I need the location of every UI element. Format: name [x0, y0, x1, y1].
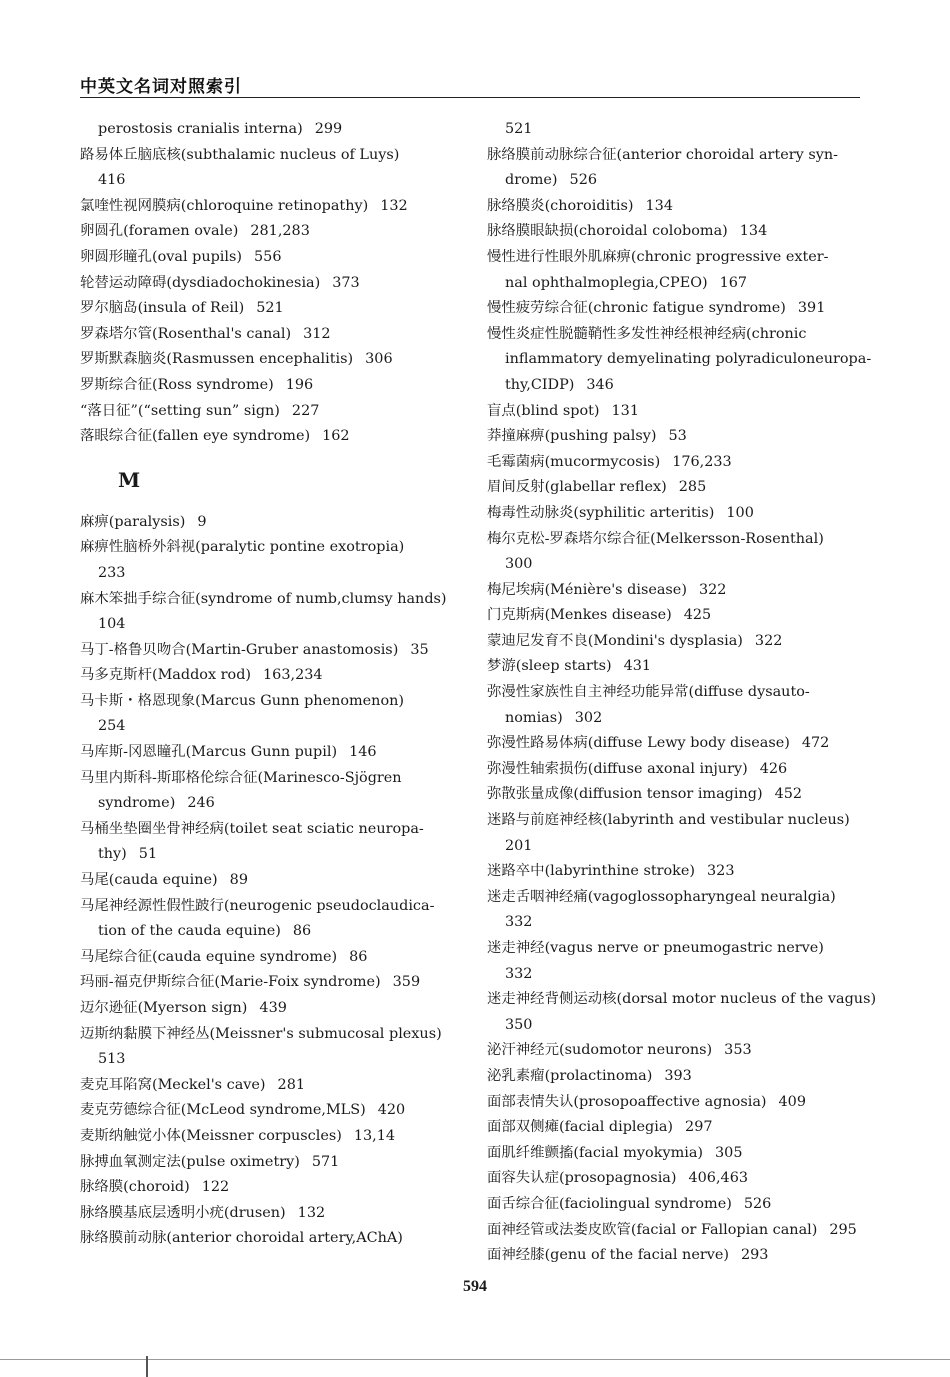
entry-term: “落日征”(“setting sun” sign)	[80, 402, 280, 419]
entry-term: 迷走舌咽神经痛(vagoglossopharyngeal neuralgia)	[487, 888, 836, 905]
entry-term: thy,CIDP)	[505, 376, 575, 393]
entry-page-ref: 86	[292, 923, 312, 940]
entry-term: 面神经膝(genu of the facial nerve)	[487, 1247, 729, 1264]
index-entry	[80, 143, 475, 194]
entry-page-ref: 167	[719, 274, 748, 291]
entry-page-ref: 322	[754, 632, 783, 649]
entry-page-ref: 246	[187, 795, 215, 812]
index-entry	[487, 1243, 867, 1269]
entry-term: 迷走神经背侧运动核(dorsal motor nucleus of the vagus)	[487, 991, 877, 1008]
entry-page-ref: 302	[574, 709, 603, 726]
entry-page-ref: 359	[392, 974, 421, 991]
index-entry	[80, 740, 475, 766]
entry-page-ref: 409	[778, 1093, 806, 1110]
page-number: 594	[463, 1278, 487, 1295]
index-entry	[80, 373, 475, 399]
entry-term: 麦克劳德综合征(McLeod syndrome,MLS)	[80, 1102, 366, 1119]
entry-term: nomias)	[505, 709, 563, 726]
entry-term: 面部表情失认(prosopoaffective agnosia)	[487, 1093, 767, 1110]
entry-term: 罗尔脑岛(insula of Reil)	[80, 300, 245, 317]
index-entry	[487, 143, 867, 194]
entry-term: 泌汗神经元(sudomotor neurons)	[487, 1042, 713, 1059]
entry-page-ref: 132	[380, 197, 408, 214]
entry-page-ref: 439	[259, 1000, 287, 1016]
index-entry	[80, 587, 475, 638]
entry-term: 脉络膜炎(choroiditis)	[487, 197, 634, 214]
index-entry	[487, 629, 867, 655]
entry-term: 马尾综合征(cauda equine syndrome)	[80, 948, 338, 965]
index-entry	[487, 424, 867, 450]
entry-page-ref: 322	[698, 581, 727, 598]
entry-page-ref: 513	[98, 1051, 126, 1068]
entry-term: 麻痹性脑桥外斜视(paralytic pontine exotropia)	[80, 539, 405, 556]
entry-page-ref: 431	[623, 658, 652, 675]
entry-page-ref: 571	[311, 1153, 340, 1170]
index-entry	[80, 1073, 475, 1099]
index-entry	[80, 1022, 475, 1073]
entry-page-ref: 299	[314, 121, 343, 137]
entry-term: 罗斯综合征(Ross syndrome)	[80, 376, 274, 393]
index-entry	[487, 1166, 867, 1192]
index-entry	[487, 782, 867, 808]
index-entry	[80, 245, 475, 271]
entry-page-ref: 285	[678, 479, 707, 496]
index-entry	[487, 1192, 867, 1218]
entry-page-ref: 132	[297, 1204, 326, 1221]
entry-term: 马丁-格鲁贝吻合(Martin-Gruber anastomosis)	[80, 641, 399, 658]
entry-term: 马库斯-冈恩瞳孔(Marcus Gunn pupil)	[80, 744, 338, 761]
entry-term: 罗森塔尔管(Rosenthal's canal)	[80, 325, 292, 342]
entry-term: 罗斯默森脑炎(Rasmussen encephalitis)	[80, 351, 354, 368]
entry-page-ref: 312	[303, 325, 331, 342]
entry-term: 眉间反射(glabellar reflex)	[487, 479, 667, 496]
index-entry	[80, 638, 475, 664]
entry-term: 面容失认症(prosopagnosia)	[487, 1170, 677, 1187]
entry-term: 脉络膜基底层透明小疣(drusen)	[80, 1204, 286, 1221]
entry-term: 麦斯纳触觉小体(Meissner corpuscles)	[80, 1127, 342, 1144]
entry-page-ref: 426	[759, 760, 788, 777]
running-header	[80, 70, 860, 98]
entry-page-ref: 526	[569, 172, 598, 189]
entry-term: tion of the cauda equine)	[98, 923, 281, 940]
entry-page-ref: 86	[349, 948, 368, 965]
entry-page-ref: 521	[505, 121, 533, 137]
index-entry	[80, 945, 475, 971]
entry-term: 慢性炎症性脱髓鞘性多发性神经根神经病(chronic	[487, 325, 807, 342]
entry-page-ref: 51	[138, 846, 158, 863]
index-column-left	[80, 117, 475, 1252]
index-entry	[80, 1098, 475, 1124]
entry-term: 梅尔克松-罗森塔尔综合征(Melkersson-Rosenthal)	[487, 530, 824, 547]
index-entry	[80, 322, 475, 348]
entry-page-ref: 556	[254, 248, 282, 265]
entry-page-ref: 297	[685, 1119, 713, 1136]
entry-term: 面肌纤维颤搐(facial myokymia)	[487, 1144, 704, 1161]
entry-term: thy)	[98, 846, 127, 863]
entry-page-ref: 233	[98, 564, 126, 581]
entry-page-ref: 163,234	[263, 667, 323, 684]
index-entry	[80, 1226, 475, 1252]
entry-term: 脉搏血氧测定法(pulse oximetry)	[80, 1153, 300, 1170]
entry-term: 面部双侧瘫(facial diplegia)	[487, 1119, 674, 1136]
entry-term: 脉络膜眼缺损(choroidal coloboma)	[487, 223, 728, 240]
entry-term: 轮替运动障碍(dysdiadochokinesia)	[80, 274, 321, 291]
entry-page-ref: 122	[201, 1179, 230, 1196]
entry-page-ref: 406,463	[688, 1170, 749, 1187]
entry-term: 脉络膜(choroid)	[80, 1179, 190, 1196]
header-title: 中英文名词对照索引	[80, 77, 242, 97]
entry-term: 莽撞麻痹(pushing palsy)	[487, 428, 657, 445]
index-entry	[487, 1090, 867, 1116]
entry-term: 卵圆孔(foramen ovale)	[80, 223, 239, 240]
index-entry	[487, 194, 867, 220]
entry-term: 弥漫性家族性自主神经功能异常(diffuse dysauto-	[487, 684, 810, 701]
index-entry	[487, 885, 867, 936]
index-entry	[487, 117, 867, 143]
entry-term: 落眼综合征(fallen eye syndrome)	[80, 428, 311, 445]
index-entry	[80, 510, 475, 536]
index-entry	[487, 757, 867, 783]
entry-term: nal ophthalmoplegia,CPEO)	[505, 274, 708, 291]
entry-term: 麦克耳陷窝(Meckel's cave)	[80, 1076, 266, 1093]
entry-page-ref: 323	[707, 863, 735, 880]
entry-term: 马多克斯杆(Maddox rod)	[80, 667, 252, 684]
index-entry	[487, 654, 867, 680]
entry-page-ref: 393	[664, 1067, 692, 1084]
entry-term: 氯喹性视网膜病(chloroquine retinopathy)	[80, 197, 369, 214]
entry-page-ref: 146	[349, 744, 377, 761]
entry-page-ref: 295	[829, 1221, 857, 1238]
index-entry	[487, 1038, 867, 1064]
index-entry	[487, 936, 867, 987]
entry-term: 麻木笨拙手综合征(syndrome of numb,clumsy hands)	[80, 590, 447, 607]
entry-page-ref: 53	[668, 428, 687, 445]
section-letter-heading: M	[118, 467, 141, 492]
index-entry	[487, 603, 867, 629]
entry-term: 马卡斯・格恩现象(Marcus Gunn phenomenon)	[80, 692, 405, 709]
entry-term: 梅毒性动脉炎(syphilitic arteritis)	[487, 504, 715, 521]
entry-term: 迷路与前庭神经核(labyrinth and vestibular nucleus)	[487, 812, 850, 829]
entry-term: 弥散张量成像(diffusion tensor imaging)	[487, 786, 763, 803]
entry-page-ref: 176,233	[672, 453, 732, 470]
entry-page-ref: 196	[285, 376, 314, 393]
index-entry	[487, 1115, 867, 1141]
index-entry	[80, 766, 475, 817]
entry-term: 弥漫性路易体病(diffuse Lewy body disease)	[487, 735, 790, 752]
index-entry	[487, 501, 867, 527]
entry-term: 脉络膜前动脉综合征(anterior choroidal artery syn-	[487, 146, 838, 163]
index-entry	[80, 399, 475, 425]
index-entry	[80, 1124, 475, 1150]
entry-page-ref: 420	[377, 1102, 406, 1119]
index-entry	[80, 347, 475, 373]
index-entry	[487, 296, 867, 322]
index-entry	[487, 527, 867, 578]
entry-page-ref: 353	[724, 1042, 752, 1059]
index-entry	[80, 996, 475, 1022]
entry-term: 面神经管或法娄皮欧管(facial or Fallopian canal)	[487, 1221, 818, 1238]
entry-term: 脉络膜前动脉(anterior choroidal artery,AChA)	[80, 1230, 403, 1247]
entry-term: 迈斯纳黏膜下神经丛(Meissner's submucosal plexus)	[80, 1025, 442, 1042]
entry-page-ref: 305	[715, 1144, 743, 1161]
index-entry	[487, 808, 867, 859]
entry-page-ref: 100	[726, 504, 754, 521]
index-entry	[80, 663, 475, 689]
index-entry	[80, 1150, 475, 1176]
index-entry	[80, 1201, 475, 1227]
index-entry	[80, 817, 475, 868]
entry-term: 迷走神经(vagus nerve or pneumogastric nerve)	[487, 940, 824, 956]
entry-term: 毛霉菌病(mucormycosis)	[487, 453, 661, 470]
entry-page-ref: 526	[743, 1195, 772, 1212]
index-entry	[487, 450, 867, 476]
entry-term: 弥漫性轴索损伤(diffuse axonal injury)	[487, 760, 748, 777]
entry-page-ref: 521	[256, 300, 284, 317]
entry-term: 马尾神经源性假性跛行(neurogenic pseudoclaudica-	[80, 897, 435, 914]
entry-page-ref: 227	[291, 402, 320, 419]
index-entry	[80, 271, 475, 297]
entry-term: 马桶坐垫圈坐骨神经病(toilet seat sciatic neuropa-	[80, 820, 424, 837]
scan-edge-line	[0, 1359, 950, 1360]
entry-term: 泌乳素瘤(prolactinoma)	[487, 1067, 653, 1084]
index-entry	[80, 194, 475, 220]
index-entry	[80, 1175, 475, 1201]
entry-term: 路易体丘脑底核(subthalamic nucleus of Luys)	[80, 146, 400, 163]
index-entry	[487, 731, 867, 757]
entry-term: 蒙迪尼发育不良(Mondini's dysplasia)	[487, 632, 743, 649]
entry-page-ref: 300	[505, 556, 533, 573]
entry-term: 卵圆形瞳孔(oval pupils)	[80, 248, 243, 265]
entry-page-ref: 104	[98, 616, 126, 633]
entry-page-ref: 89	[229, 872, 248, 889]
entry-page-ref: 332	[505, 914, 533, 931]
entry-page-ref: 373	[332, 274, 360, 291]
entry-page-ref: 332	[505, 965, 533, 982]
entry-page-ref: 134	[739, 223, 768, 240]
entry-page-ref: 452	[774, 786, 803, 803]
entry-page-ref: 425	[683, 607, 712, 624]
entry-term: 梅尼埃病(Ménière's disease)	[487, 581, 687, 598]
entry-page-ref: 13,14	[353, 1127, 396, 1144]
index-entry	[80, 970, 475, 996]
entry-page-ref: 131	[611, 402, 639, 419]
entry-page-ref: 134	[645, 197, 673, 214]
index-column-right	[487, 117, 877, 1269]
entry-term: 面舌综合征(faciolingual syndrome)	[487, 1195, 732, 1212]
index-entry	[80, 219, 475, 245]
entry-term: perostosis cranialis interna)	[98, 121, 303, 137]
entry-page-ref: 350	[505, 1016, 533, 1033]
entry-term: 玛丽-福克伊斯综合征(Marie-Foix syndrome)	[80, 974, 381, 991]
index-entry	[487, 680, 867, 731]
entry-term: inflammatory demyelinating polyradiculoneuropa-	[505, 351, 872, 368]
index-entry	[487, 1218, 867, 1244]
entry-term: 盲点(blind spot)	[487, 402, 600, 419]
entry-page-ref: 281,283	[250, 223, 310, 240]
index-entry	[487, 322, 872, 399]
index-entry	[80, 535, 475, 586]
entry-page-ref: 35	[410, 641, 429, 658]
entry-term: 马尾(cauda equine)	[80, 872, 218, 889]
entry-page-ref: 281	[277, 1076, 306, 1093]
scan-tick-mark	[146, 1356, 148, 1377]
index-entry	[487, 578, 867, 604]
entry-term: 马里内斯科-斯耶格伦综合征(Marinesco-Sjögren	[80, 769, 402, 786]
entry-term: 门克斯病(Menkes disease)	[487, 607, 672, 624]
entry-page-ref: 472	[801, 735, 830, 752]
entry-page-ref: 254	[98, 718, 126, 735]
index-entry	[487, 475, 867, 501]
entry-page-ref: 391	[797, 300, 826, 317]
index-entry	[487, 219, 867, 245]
entry-term: 慢性进行性眼外肌麻痹(chronic progressive exter-	[487, 248, 829, 265]
entry-page-ref: 306	[365, 351, 393, 368]
entry-page-ref: 416	[98, 172, 126, 189]
index-entry	[80, 689, 475, 740]
index-entry	[80, 117, 475, 143]
entry-page-ref: 346	[586, 376, 614, 393]
index-entry	[487, 1141, 867, 1167]
index-entry	[80, 296, 475, 322]
index-entry	[487, 1064, 867, 1090]
entry-page-ref: 162	[322, 428, 350, 445]
index-entry	[487, 245, 867, 296]
entry-term: 麻痹(paralysis)	[80, 513, 186, 530]
entry-page-ref: 201	[505, 837, 533, 854]
entry-term: 迷路卒中(labyrinthine stroke)	[487, 863, 696, 880]
entry-term: 梦游(sleep starts)	[487, 658, 612, 675]
index-entry	[80, 868, 475, 894]
index-entry	[487, 859, 867, 885]
entry-page-ref: 293	[740, 1247, 769, 1264]
entry-term: drome)	[505, 172, 558, 189]
index-entry	[80, 424, 475, 450]
index-entry	[487, 399, 867, 425]
entry-term: 慢性疲劳综合征(chronic fatigue syndrome)	[487, 300, 786, 317]
entry-term: syndrome)	[98, 795, 176, 812]
entry-term: 迈尔逊征(Myerson sign)	[80, 1000, 248, 1016]
entry-page-ref: 9	[197, 513, 207, 530]
index-entry	[487, 987, 877, 1038]
index-entry	[80, 894, 475, 945]
